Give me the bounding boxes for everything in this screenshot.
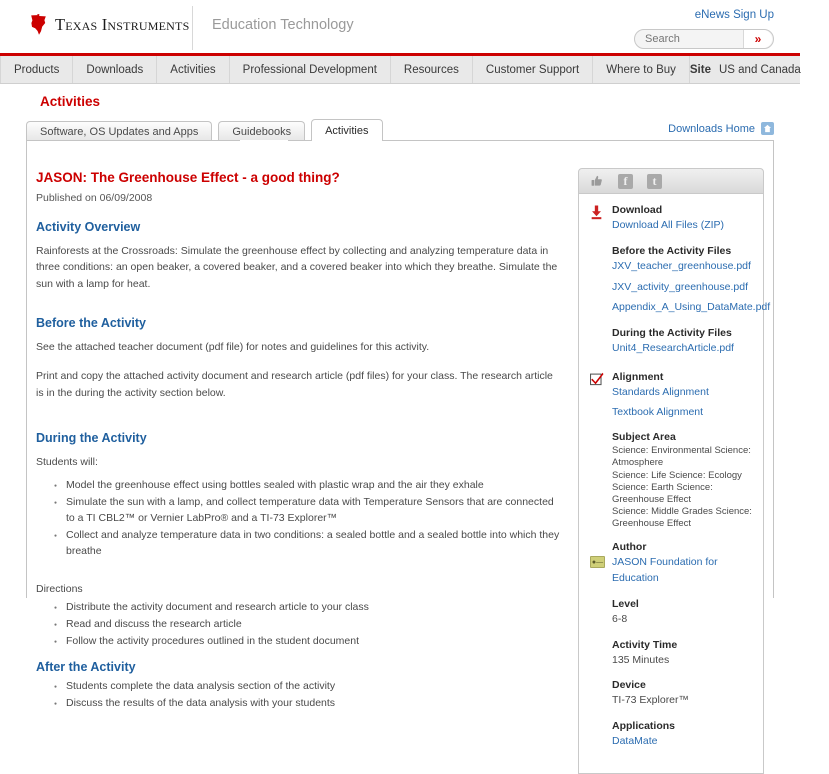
- nav-item-resources[interactable]: Resources: [391, 56, 473, 83]
- spacer: [36, 305, 560, 316]
- site-selector-value[interactable]: US and Canada: [718, 63, 801, 76]
- downloads-home-link[interactable]: [668, 122, 774, 135]
- before-activity-files-section: [612, 244, 771, 316]
- file-link[interactable]: JXV_teacher_greenhouse.pdf: [612, 259, 751, 272]
- tab-guidebooks[interactable]: Guidebooks: [218, 121, 305, 141]
- subject-area-line: Science: Environmental Science: Atmosphere: [612, 445, 751, 469]
- tab-activities[interactable]: Activities: [311, 119, 382, 141]
- author-heading: Author: [612, 541, 647, 554]
- level-value: 6-8: [612, 612, 628, 625]
- tab-bar: [26, 119, 774, 141]
- textbook-alignment-link[interactable]: Textbook Alignment: [612, 405, 704, 418]
- list-item: ● Follow the activity procedures outlined in the student document: [54, 634, 560, 650]
- twitter-icon[interactable]: t: [647, 174, 662, 189]
- author-avatar-icon: ●—: [590, 556, 605, 568]
- nav-item-professional-development[interactable]: Professional Development: [230, 56, 391, 83]
- subject-area-section: [612, 431, 752, 530]
- during-activity-list: [36, 478, 560, 560]
- directions-label: Directions: [36, 582, 83, 595]
- page-title: Activities: [40, 94, 101, 109]
- ti-logo[interactable]: [28, 14, 189, 35]
- activity-sidebar: [578, 168, 771, 774]
- download-heading: Download: [612, 204, 663, 216]
- list-item: ● Collect and analyze temperature data in two conditions: a sealed bottle and a sealed bottle into which they breathe: [54, 528, 560, 560]
- download-section: [590, 204, 752, 234]
- activity-overview-text: Rainforests at the Crossroads: Simulate the greenhouse effect by collecting and analyzing temperature data in three conditions: an open beaker, a covered beaker, and a covered beaker into which they breathe. Simulate the sun with a lamp for heat.: [36, 245, 558, 290]
- download-all-files-link[interactable]: Download All Files (ZIP): [612, 219, 725, 231]
- heading-activity-overview: Activity Overview: [36, 220, 141, 235]
- heading-after-the-activity: After the Activity: [36, 659, 136, 674]
- device-section: [612, 679, 752, 709]
- alignment-section: [590, 371, 752, 421]
- spacer: [36, 414, 560, 431]
- applications-link[interactable]: DataMate: [612, 735, 658, 748]
- author-icon-col: [590, 555, 612, 568]
- list-item: ● Students complete the data analysis section of the activity: [54, 679, 560, 695]
- alignment-heading: Alignment: [612, 370, 664, 383]
- nav-item-where-to-buy[interactable]: Where to Buy: [593, 56, 690, 83]
- during-activity-intro: Students will:: [36, 455, 98, 468]
- directions-list: [36, 600, 560, 650]
- nav-item-customer-support[interactable]: Customer Support: [473, 56, 593, 83]
- before-activity-paragraph-2: Print and copy the attached activity document and research article (pdf files) for your class. The research article is in the during the activity section below.: [36, 370, 553, 399]
- file-link[interactable]: Unit4_ResearchArticle.pdf: [612, 342, 734, 354]
- sidebar-body: [578, 194, 771, 774]
- activity-time-section: [612, 639, 752, 669]
- thumbs-up-icon[interactable]: [589, 174, 604, 189]
- nav-item-products[interactable]: Products: [1, 56, 73, 83]
- during-activity-files-section: [612, 327, 752, 357]
- subject-area-line: Science: Middle Grades Science:: [612, 506, 752, 518]
- activity-content: [36, 170, 560, 722]
- spacer: [36, 570, 560, 581]
- tab-software-os-updates-and-apps[interactable]: Software, OS Updates and Apps: [26, 121, 212, 141]
- subject-area-heading: Subject Area: [612, 431, 676, 444]
- nav-item-downloads[interactable]: Downloads: [73, 56, 157, 83]
- enews-signup-link[interactable]: eNews Sign Up: [694, 9, 774, 21]
- file-link[interactable]: Appendix_A_Using_DataMate.pdf: [612, 301, 771, 314]
- home-icon: [761, 122, 774, 135]
- activity-time-heading: Activity Time: [612, 638, 678, 651]
- level-section: [612, 598, 752, 628]
- tab-active-mask: [240, 140, 288, 142]
- site-selector-label: Site: [689, 63, 711, 76]
- download-icon-col: [590, 204, 612, 225]
- primary-nav: [0, 56, 800, 84]
- alignment-icon-col: [590, 371, 612, 391]
- applications-section: [612, 720, 752, 750]
- checkbox-check-icon: [590, 372, 604, 386]
- social-share-bar: [578, 168, 764, 194]
- device-heading: Device: [612, 679, 646, 692]
- subject-area-line: Science: Earth Science: Greenhouse Effect: [612, 481, 713, 505]
- search-input[interactable]: [635, 30, 743, 48]
- header-tagline: Education Technology: [212, 17, 354, 33]
- search-box[interactable]: [634, 29, 774, 49]
- author-link[interactable]: JASON Foundation for Education: [612, 556, 718, 585]
- author-row: [590, 555, 752, 587]
- list-item: ● Distribute the activity document and research article to your class: [54, 600, 560, 616]
- search-submit-button[interactable]: »: [743, 30, 772, 48]
- nav-item-activities[interactable]: Activities: [157, 56, 229, 83]
- device-value: TI-73 Explorer™: [612, 694, 690, 707]
- list-item: ● Model the greenhouse effect using bottles sealed with plastic wrap and the air they exhale: [54, 478, 560, 494]
- facebook-icon[interactable]: f: [618, 174, 633, 189]
- ti-texas-logo-icon: [28, 14, 48, 35]
- subject-area-line: Science: Life Science: Ecology: [612, 469, 742, 481]
- level-heading: Level: [612, 597, 639, 610]
- download-icon: [590, 205, 603, 220]
- list-item: ● Read and discuss the research article: [54, 617, 560, 633]
- header-divider: [192, 6, 193, 50]
- file-link[interactable]: JXV_activity_greenhouse.pdf: [612, 280, 749, 293]
- during-activity-files-heading: During the Activity Files: [612, 327, 732, 339]
- list-item: ● Discuss the results of the data analysis with your students: [54, 696, 560, 712]
- activity-title: JASON: The Greenhouse Effect - a good thing?: [36, 170, 340, 185]
- applications-heading: Applications: [612, 720, 676, 733]
- before-activity-paragraph-1: See the attached teacher document (pdf file) for notes and guidelines for this activity.: [36, 340, 430, 353]
- heading-before-the-activity: Before the Activity: [36, 315, 146, 330]
- activity-time-value: 135 Minutes: [612, 653, 670, 666]
- after-activity-list: [36, 679, 560, 712]
- downloads-home-label: Downloads Home: [668, 122, 755, 135]
- list-item: ● Simulate the sun with a lamp, and collect temperature data with Temperature Sensors that are connected to a TI CBL2™ or Vernier LabPro® and a TI-73 Explorer™: [54, 495, 560, 527]
- site-header: [0, 0, 800, 56]
- author-section: [590, 541, 752, 587]
- standards-alignment-link[interactable]: Standards Alignment: [612, 385, 709, 398]
- ti-logo-text: Texas Instruments: [55, 14, 190, 34]
- heading-during-the-activity: During the Activity: [36, 430, 147, 445]
- before-activity-files-heading: Before the Activity Files: [612, 244, 732, 257]
- subject-area-line: Greenhouse Effect: [612, 518, 692, 530]
- published-date: Published on 06/09/2008: [36, 192, 153, 205]
